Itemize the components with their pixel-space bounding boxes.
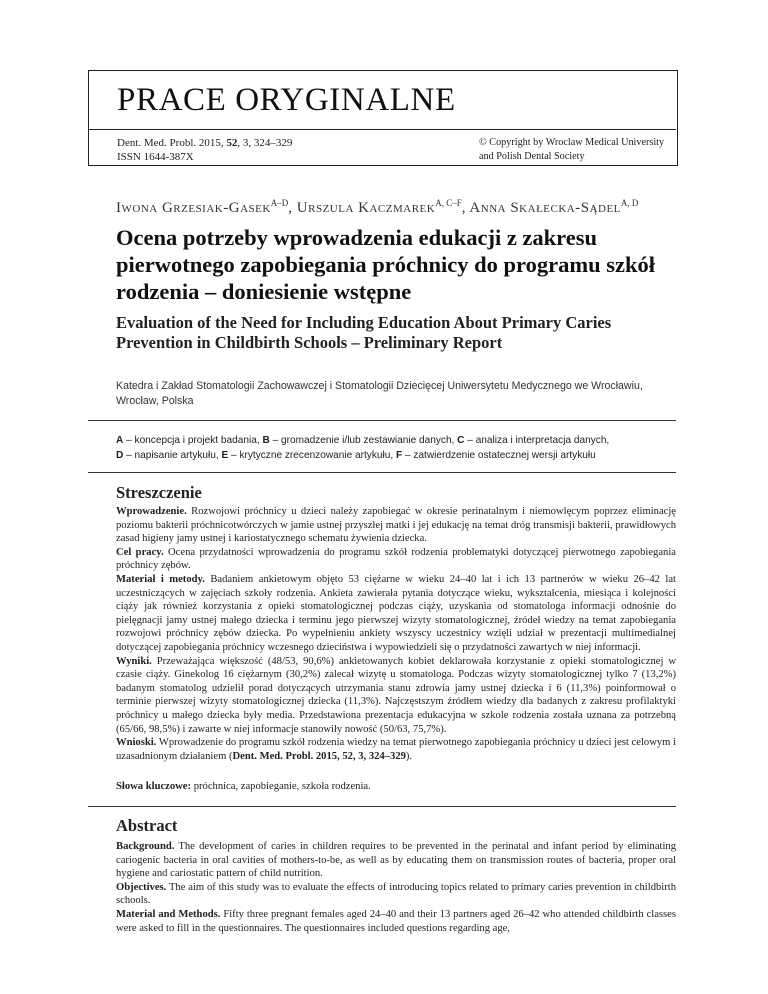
paragraph-text: ). [405,750,413,762]
paragraph-text: Fifty three pregnant females aged 24–40 and their 13 partners aged 26–42 who attended childbirth classes were asked to fill in the questionnaires. The questionnaires included questions regarding age, [116,908,677,934]
streszczenie-body [116,505,676,763]
paragraph-label: Wprowadzenie. [116,506,187,517]
authors-line: Iwona Grzesiak-Gasek$^{A-D}$, Urszula Kaczmarek$^{A, C-F}$, Anna Skałecka-Sądel$^{A, D}$ [116,198,639,216]
paragraph-label: Objectives. [116,881,167,893]
legend-key: A [116,435,124,446]
citation: Dent. Med. Probl. 2015, 52, 3, 324–329 [232,750,406,762]
abstract-paragraph [116,881,676,908]
streszczenie-paragraph [116,546,676,573]
paragraph-text: The development of caries in children requires to be prevented in the perinatal and infant period by eliminating cariogenic bacteria in oral cavities of mothers-to-be, as well as by educating them on transmission routes of bacteria, proper oral hygiene and cariostatic pattern of child nutrition. [116,841,676,880]
contribution-legend [116,433,676,463]
paragraph-label: Materiał i metody. [116,573,205,585]
affiliation: Katedra i Zakład Stomatologii Zachowawczej i Stomatologii Dziecięcej Uniwersytetu Medycznego we Wrocławiu, Wrocław, Polska [116,380,643,407]
author-name: Anna Skałecka-Sądel [469,200,621,216]
legend-key: F [395,450,403,461]
paragraph-label: Background. [116,841,175,852]
keywords-label: Słowa kluczowe: [116,781,192,792]
legend-text: – gromadzenie i/lub zestawianie danych, [269,435,458,446]
legend-text: – analiza i interpretacja danych, [464,435,610,446]
title-polish: Ocena potrzeby wprowadzenia edukacji z zakresu pierwotnego zapobiegania próchnicy do programu szkół rodzenia – doniesienie wstępne [116,225,655,304]
paragraph-text: Badaniem ankietowym objęto 53 ciężarne w wieku 24–40 lat i ich 13 partnerów w wieku 26–42 lat uczestniczących w zajęciach szkoły rodzenia. Ankieta zawierała pytania dotyczące wieku, wykształcenia, miesiąca i kolejności ciąży jak również korzystania z opieki stomatologicznej podczas ciąży, uzyskania od stomatologa informacji odnośnie do pielęgnacji jamy ustnej małego dziecka i terminu jego pierwszej wizyty stomatologicznej, źródeł wiedzy na temat zapobiegania rozwojowi próchnicy zębów dziecka. Po wypełnieniu ankiety wszyscy uczestnicy wzięli udział w prezentacji multimedialnej dotyczącej zapobiegania próchnicy wczesnego dzieciństwa i wypowiedzieli się o przydatności zawartych w niej informacji. [116,573,676,653]
divider-bottom [88,472,676,473]
abstract-heading: Abstract [116,816,178,835]
streszczenie-paragraph [116,573,676,655]
copyright-line-2: and Polish Dental Society [479,151,585,162]
legend-key: C [457,435,465,446]
author-name: Urszula Kaczmarek [296,200,436,216]
paragraph-text: The aim of this study was to evaluate the effects of introducing topics related to primary caries prevention in childbirth schools. [116,881,676,907]
paragraph-text: Rozwojowi próchnicy u dzieci należy zapobiegać w okresie perinatalnym i niemowlęcym poprzez eliminację poziomu bakterii próchnicotwórczych w jamie ustnej przyszłej matki i jej edukację na temat dróg transmisji bakterii, prawidłowych zasad higieny jamy ustnej i kariostatycznego schematu żywienia dziecka. [116,506,676,545]
keywords-text: próchnica, zapobieganie, szkoła rodzenia. [191,781,371,792]
legend-text: – napisanie artykułu, [123,450,222,461]
divider-abstract [88,806,676,807]
paragraph-text: Ocena przydatności wprowadzenia do programu szkół rodzenia problematyki dotyczącej pierwotnego zapobiegania próchnicy zębów. [116,546,676,572]
copyright-line-1: © Copyright by Wroclaw Medical University [479,137,665,148]
legend-key: D [116,450,124,461]
title-english: Evaluation of the Need for Including Education About Primary Caries Prevention in Childbirth Schools – Preliminary Report [116,313,612,352]
author-contribution: A–D [270,198,289,208]
abstract-body [116,840,676,935]
legend-text: – zatwierdzenie ostatecznej wersji artykułu [402,450,596,461]
legend-text: – koncepcja i projekt badania, [123,435,263,446]
journal-citation [117,136,292,164]
journal-volume: 52 [226,137,238,149]
author-name: Iwona Grzesiak-Gasek [116,200,271,216]
author-contribution: A, D [620,198,639,208]
copyright-notice [479,136,664,164]
legend-key: E [221,450,229,461]
divider-top [88,420,676,421]
author-contribution: A, C–F [435,198,462,208]
legend-text: – krytyczne zrecenzowanie artykułu, [228,450,396,461]
paragraph-label: Wyniki. [116,655,152,667]
paragraph-label: Material and Methods. [116,908,221,920]
section-title: PRACE ORYGINALNE [117,82,456,118]
legend-key: B [262,435,270,446]
abstract-paragraph [116,840,676,881]
paragraph-label: Wnioski. [116,737,157,749]
streszczenie-paragraph [116,655,676,737]
streszczenie-paragraph [116,736,676,763]
paragraph-label: Cel pracy. [116,546,164,558]
paragraph-text: Wprowadzenie do programu szkół rodzenia wiedzy na temat pierwotnego zapobiegania próchnicy u dzieci jest celowym i uzasadnionym działaniem ( [116,737,676,762]
abstract-paragraph [116,908,676,935]
keywords [116,780,676,794]
journal-line: Dent. Med. Probl. 2015, [117,137,227,149]
issn: ISSN 1644-387X [117,151,194,163]
journal-issue-pages: , 3, 324–329 [237,137,293,149]
paragraph-text: Przeważająca większość (48/53, 90,6%) ankietowanych kobiet deklarowała korzystanie z opieki stomatologicznej w czasie ciąży. Ginekolog 16 ciężarnym (30,2%) zalecał wizytę u stomatologa. Podczas wizyty stomatologicznej tylko 7 (13,2%) badanym stomatolog udzielił porad dotyczących utrzymania stanu zdrowia jamy ustnej dziecka i 6 (11,3%) poinformował o terminie pierwszej wizyty stomatologicznej dziecka (11,3%). Najczęstszym źródłem wiedzy dla badanych z zakresu profilaktyki próchnicy u małego dziecka były media. Przedstawiona prezentacja edukacyjna w szkole rodzenia została uznana za potrzebną (65/66, 98,5%) i zawarte w niej informacje stanowiły nowość (50/63, 75,7%). [116,655,676,735]
streszczenie-paragraph [116,505,676,546]
streszczenie-heading: Streszczenie [116,483,202,502]
header-divider [88,129,676,130]
